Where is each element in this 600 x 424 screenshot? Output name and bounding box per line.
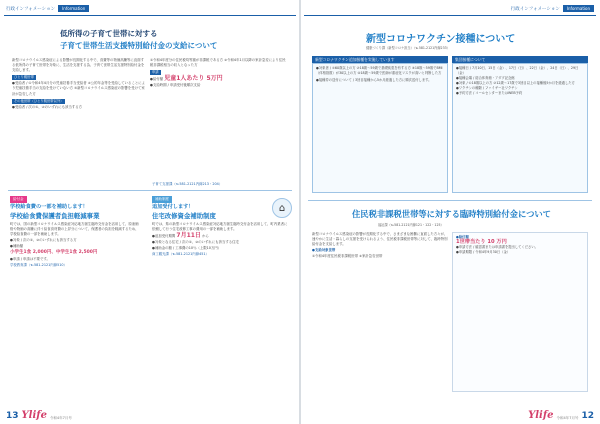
left-header-rule	[4, 15, 296, 16]
bottom-left-subtitle: 学校給食費保護者負担軽減事業	[10, 212, 100, 220]
top-left-contact: 子育て支援課（℡581-2121内線213・204）	[152, 182, 223, 186]
right-header	[511, 3, 594, 14]
vaccine-box2	[452, 63, 588, 193]
benefit-body: 新型コロナウイルス感染症の影響が長期化する中で、さまざまな困難に直面した方々が、速やかに生活・暮らしの支援を受けられるよう、住民税非課税世帯等に対して、臨時特別給付金を支給します。	[312, 232, 448, 247]
top-left-intro: 新型コロナウイルス感染症による影響が長期化する中で、食費等の物価高騰等に直面する低所得の子育て世帯を対象に、生活を支援する為、子育て世帯生活支援特別給付金を支給します。	[12, 58, 145, 73]
bottom-mid-title: 追加受付します！	[152, 204, 194, 210]
benefit-deadline: ●申請期限 / 令和4年9月30日（金）	[456, 250, 511, 254]
bottom-left-body: 町では、国の新型コロナウイルス感染症対応地方創生臨時交付金を活用して、原油価格や物価の高騰に伴う給食食材費の上昇分について、保護者の負担を軽減するため、学校給食費の一部を補助します。	[10, 222, 139, 237]
vaccine-box1-title: 新型コロナワクチン追加接種を実施しています	[312, 56, 448, 63]
top-left-sec3: 申請	[152, 70, 159, 75]
right-header-badge: Information	[563, 5, 594, 12]
vaccine-box2-reserve: ●予約方法 / コールセンターまたはWEB予約	[456, 91, 523, 95]
top-left-kicker: 低所得の子育て世帯に対する	[60, 29, 158, 38]
bottom-mid-deadline-suffix: から	[202, 234, 209, 239]
bottom-left-amount: 小学生1食 2,000円、中学生1食 2,500円	[10, 250, 98, 256]
bottom-mid-body-col	[152, 222, 290, 392]
top-left-payment-label: ●給付額	[150, 77, 164, 82]
benefit-amount: 1世帯当たり 10 万円	[456, 239, 507, 245]
right-header-rule	[304, 15, 596, 16]
top-left-payment: 児童1人あたり 5万円	[164, 75, 223, 83]
bottom-mid-contact: 商工観光課（℡581-2121内線451）	[152, 252, 209, 257]
benefit-title: 住民税非課税世帯等に対する臨時特別給付金について	[352, 209, 551, 219]
vaccine-contact: 健康づくり課（新型コロナ担当）（℡581-2121内線233）	[366, 46, 450, 50]
left-brand: Ylife	[21, 410, 47, 421]
vaccine-box1-body: ●対象者 / ①60歳以上の方 ②18歳～59歳で基礎疾患を有する方 ③18歳～59歳でBMI（体格指数）が30以上の方 ④18歳～59歳で医師が重症化リスクが高いと判断した方	[316, 66, 443, 75]
bottom-mid-amount: ●補助金の額 / 工事費の10％（上限10万円）	[152, 246, 222, 251]
benefit-contact: 福祉課（℡581-2121内線121・122・125）	[378, 223, 444, 227]
left-header-title: 行政インフォメーション	[6, 6, 56, 12]
top-left-sec1: ひとり親世帯	[14, 75, 34, 80]
right-page-number: 12	[581, 411, 594, 421]
vaccine-box2-target: ●対象 / ①18歳以上の方 ②12歳～17歳で3回目以上の接種後5か月を経過した方	[456, 81, 575, 85]
left-footer-date: 令和4年7月号	[49, 416, 72, 420]
benefit-body-col	[312, 232, 448, 392]
top-left-sec2-body: ●受給者 / 次の①、②のいずれにも該当する方	[12, 104, 82, 109]
top-left-col-2	[150, 58, 288, 178]
vaccine-box2-place: ●接種会場 / 総合体育館・アダプ記念館	[456, 76, 515, 80]
left-footer	[6, 407, 72, 421]
bottom-left-apply: ●申請 / 申請は不要です。	[10, 256, 50, 261]
bottom-left-title: 学校給食費の一部を補助します！	[10, 204, 88, 210]
house-icon: ⌂	[272, 198, 292, 218]
bottom-mid-target: ●対象となる住宅 / 次の①、②のいずれにも該当する住宅	[152, 240, 239, 245]
top-left-title: 子育て世帯生活支援特別給付金の支給について	[60, 41, 218, 50]
benefit-sec1-body: ①令和4年度住民税非課税世帯 ②家計急変世帯	[312, 254, 383, 259]
bottom-left-amount-label: ●補助額	[10, 244, 24, 249]
vaccine-box1	[312, 63, 448, 193]
right-footer-date: 令和4年7月号	[556, 416, 579, 420]
top-left-divider	[8, 190, 292, 191]
benefit-amount-label: ●給付額	[456, 235, 469, 239]
top-left-col-1	[12, 58, 146, 178]
right-header-title: 行政インフォメーション	[510, 6, 560, 12]
right-page	[300, 0, 600, 424]
bottom-mid-deadline: 7月11日	[176, 232, 201, 240]
benefit-apply: ●申請方法 / 確認書または申請書を提出してください。	[456, 245, 538, 249]
vaccine-box1-body2: ●接種券の送付について / 3回目接種から5か月経過した方に順次送付します。	[316, 78, 432, 82]
top-left-sec2: その他世帯（ひとり親世帯以外）	[14, 98, 64, 103]
bottom-left-tag: 給付金	[10, 196, 27, 203]
bottom-mid-deadline-label: ●追加受付期間	[152, 234, 176, 239]
top-left-sec1-body: ●受給者 / ①令和4年4月分の児童扶養手当受給者 ②公的年金等を受給していることにより児童扶養手当の支給を受けていない方 ③新型コロナウイルス感染症の影響を受けて家計が急変した方	[12, 81, 146, 96]
vaccine-title: 新型コロナワクチン接種について	[366, 34, 516, 45]
left-header	[6, 3, 89, 14]
vaccine-box2-body: ●接種日 / 7月10日、15日（金）、17日（日）、22日（金）、24日（日）、29日（金）	[456, 66, 579, 75]
bottom-left-body-col	[10, 222, 140, 392]
bottom-mid-subtitle: 住宅改修資金補助制度	[152, 212, 216, 220]
right-divider	[308, 200, 592, 201]
top-left-payment-timing: ●支給時期 / 申請受付後順次支給	[150, 83, 201, 88]
bottom-left-contact: 学校教育課（℡581-2121内線510）	[10, 262, 67, 267]
vaccine-box2-title: 集団接種について	[452, 56, 588, 63]
bottom-left-target: ●対象 / 次の①、②のいずれにも該当する方	[10, 238, 77, 243]
left-header-badge: Information	[58, 5, 89, 12]
top-left-mid-body: ①令和4年度分の住民税均等割が非課税である方 ②令和4年1月以降の家計急変により住民税非課税相当の収入となった方	[150, 58, 286, 68]
bottom-mid-body: 町では、県の新型コロナウイルス感染症対応地方創生臨時交付金を活用して、町内業者に依頼して行う住宅改修工事の費用の一部を補助します。	[152, 222, 288, 232]
left-page-number: 13	[6, 411, 19, 421]
bottom-mid-tag: 補助制度	[152, 196, 172, 203]
right-brand: Ylife	[528, 410, 554, 421]
right-footer	[528, 407, 594, 421]
benefit-callout	[452, 232, 588, 392]
vaccine-box2-vaccine: ●ワクチンの種類 / ファイザー社ワクチン	[456, 86, 518, 90]
benefit-sec1: ●支給対象世帯	[312, 248, 336, 253]
